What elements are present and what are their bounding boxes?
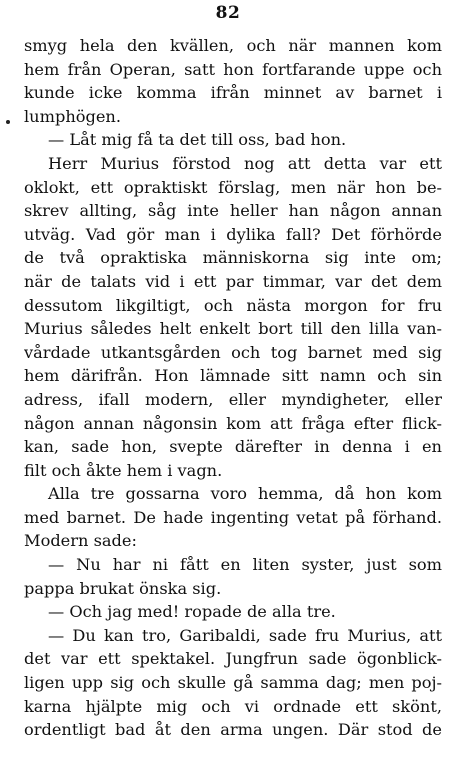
text-line: utväg. Vad gör man i dylika fall? Det förhörde — [24, 224, 442, 244]
text-line: — Nu har ni fått en liten syster, just som — [48, 555, 442, 575]
text-line: kan, sade hon, svepte därefter in denna i en — [24, 437, 442, 457]
text-line: vårdade utkantsgården och tog barnet med sig — [24, 342, 442, 362]
text-line: de två opraktiska människorna sig inte om; — [24, 248, 442, 268]
margin-mark — [6, 120, 10, 124]
text-line: smyg hela den kvällen, och när mannen kom — [24, 36, 442, 55]
text-line: lumphögen. — [24, 106, 121, 126]
text-line: skrev allting, såg inte heller han någon annan — [24, 201, 442, 221]
text-line: oklokt, ett opraktiskt förslag, men när hon be- — [24, 177, 442, 197]
body-text — [24, 34, 442, 742]
text-line: pappa brukat önska sig. — [24, 578, 222, 598]
text-line: Modern sade: — [24, 531, 137, 551]
text-line: det var ett spektakel. Jungfrun sade ögonblick- — [24, 649, 442, 669]
text-line: dessutom likgiltigt, och nästa morgon for fru — [24, 295, 442, 315]
text-line: ordentligt bad åt den arma ungen. Där stod de — [24, 720, 442, 740]
text-line: adress, ifall modern, eller myndigheter, eller — [24, 389, 442, 409]
text-line: hem därifrån. Hon lämnade sitt namn och sin — [24, 366, 442, 386]
text-line: när de talats vid i ett par timmar, var det dem — [24, 271, 442, 291]
text-line: hem från Operan, satt hon fortfarande uppe och — [24, 59, 442, 79]
text-line: kunde icke komma ifrån minnet av barnet i — [24, 83, 442, 103]
text-line: ligen upp sig och skulle gå samma dag; men poj- — [24, 673, 442, 693]
text-line: — Låt mig få ta det till oss, bad hon. — [48, 130, 347, 150]
text-line: karna hjälpte mig och vi ordnade ett skönt, — [24, 696, 442, 716]
text-line: Murius således helt enkelt bort till den lilla van- — [24, 319, 442, 339]
text-line: med barnet. De hade ingenting vetat på förhand. — [24, 507, 442, 527]
text-line: filt och åkte hem i vagn. — [24, 460, 223, 480]
text-line: Alla tre gossarna voro hemma, då hon kom — [48, 484, 442, 504]
text-line: någon annan någonsin kom att fråga efter flick- — [24, 413, 442, 433]
page-number: 82 — [215, 3, 241, 23]
text-line: — Du kan tro, Garibaldi, sade fru Murius, att — [48, 625, 442, 645]
text-line: — Och jag med! ropade de alla tre. — [48, 602, 336, 622]
text-line: Herr Murius förstod nog att detta var ett — [48, 153, 442, 173]
